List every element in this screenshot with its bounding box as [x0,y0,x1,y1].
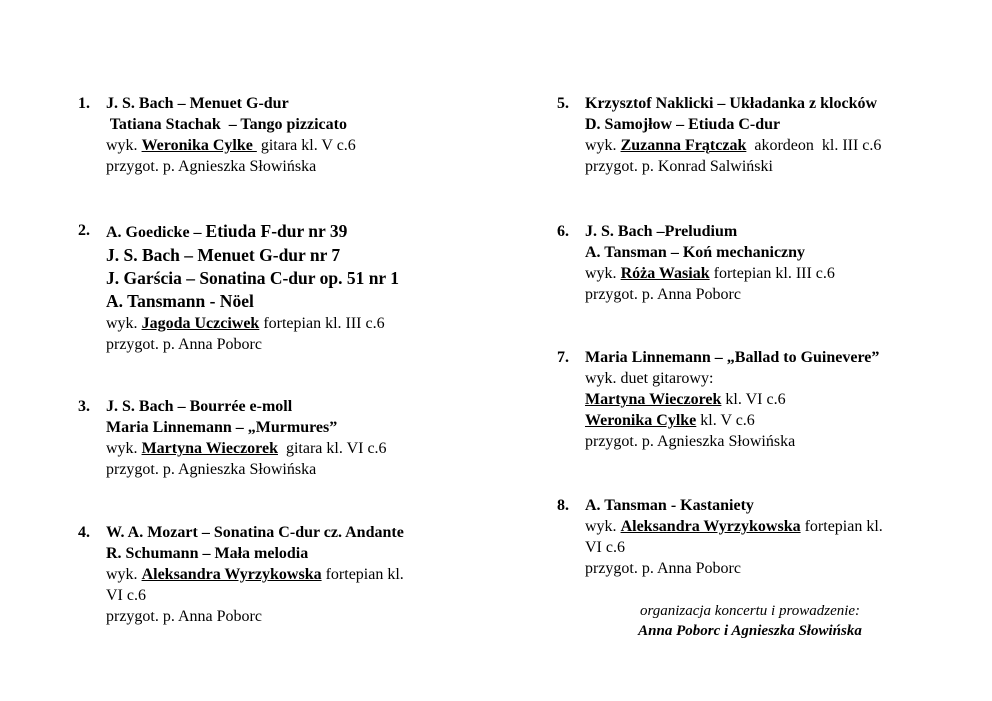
performer-name: Zuzanna Frątczak [620,137,747,154]
performer-name: Martyna Wieczorek [585,391,722,408]
piece-title: R. Schumann – Mała melodia [106,545,309,562]
piece-title: Maria Linnemann – „Murmures” [106,419,338,436]
class-continued: VI c.6 [585,539,625,556]
performer-line [106,135,356,156]
performer-name: Róża Wasiak [620,265,710,282]
performer-name: Weronika Cylke [585,412,697,429]
item-number: 6. [557,223,569,240]
performer-prefix: wyk. [106,440,142,457]
performer-name: Aleksandra Wyrzykowska [620,518,801,535]
duet-member [585,389,879,410]
footer-label: organizacja koncertu i prowadzenie: [639,603,861,619]
piece-title: Krzysztof Naklicki – Układanka z klocków [585,95,878,112]
performer-line [585,263,835,284]
instrument-class: fortepian kl. [800,518,883,535]
performer-prefix: wyk. [585,137,621,154]
performer-line [106,313,399,334]
item-number: 3. [78,398,90,415]
performer-prefix: wyk. [106,137,142,154]
instrument-class: kl. VI c.6 [721,391,786,408]
performer-line [585,516,883,537]
instrument-class: fortepian kl. III c.6 [259,315,385,332]
teacher-line: przygot. p. Konrad Salwiński [585,158,773,175]
item-number: 2. [78,222,90,239]
piece-title: Maria Linnemann – „Ballad to Guinevere” [585,349,880,366]
performer-prefix: wyk. [106,566,142,583]
item-number: 7. [557,349,569,366]
piece-title: Tatiana Stachak – Tango pizzicato [106,116,347,133]
piece-title: A. Tansman - Kastaniety [585,497,754,514]
piece-title: A. Tansman – Koń mechaniczny [585,244,806,261]
instrument-class: akordeon kl. III c.6 [746,137,882,154]
piece-title: A. Tansmann - Nöel [106,291,254,311]
piece-composer: A. Goedicke – [106,224,206,241]
performer-prefix: wyk. [106,315,142,332]
performer-name: Martyna Wieczorek [141,440,278,457]
piece-title: W. A. Mozart – Sonatina C-dur cz. Andante [106,524,404,541]
teacher-line: przygot. p. Anna Poborc [585,560,741,577]
instrument-class: gitara kl. VI c.6 [277,440,387,457]
piece-title: J. S. Bach – Menuet G-dur [106,95,289,112]
piece-title: J. S. Bach – Menuet G-dur nr 7 [106,245,341,265]
teacher-line: przygot. p. Agnieszka Słowińska [106,461,317,478]
class-continued: VI c.6 [106,587,146,604]
piece-title: J. S. Bach – Bourrée e-moll [106,398,293,415]
teacher-line: przygot. p. Anna Poborc [106,608,262,625]
performer-line [106,438,387,459]
footer-names: Anna Poborc i Agnieszka Słowińska [638,623,862,639]
item-number: 5. [557,95,569,112]
instrument-class: kl. V c.6 [696,412,755,429]
performer-name: Aleksandra Wyrzykowska [141,566,322,583]
piece-title: J. S. Bach –Preludium [585,223,738,240]
organizers-footer [600,601,900,641]
piece-title [106,220,399,244]
instrument-class: fortepian kl. III c.6 [709,265,835,282]
teacher-line: przygot. p. Agnieszka Słowińska [106,158,317,175]
instrument-class: fortepian kl. [321,566,404,583]
piece-title: J. Garścia – Sonatina C-dur op. 51 nr 1 [106,268,400,288]
piece-name: Etiuda F-dur nr 39 [205,221,348,241]
performer-line: wyk. duet gitarowy: [585,370,714,387]
item-number: 4. [78,524,90,541]
piece-title: D. Samojłow – Etiuda C-dur [585,116,781,133]
instrument-class: gitara kl. V c.6 [256,137,356,154]
duet-member [585,410,879,431]
performer-prefix: wyk. [585,265,621,282]
item-number: 1. [78,95,90,112]
performer-line [106,564,404,585]
teacher-line: przygot. p. Anna Poborc [585,286,741,303]
teacher-line: przygot. p. Agnieszka Słowińska [585,433,796,450]
performer-name: Jagoda Uczciwek [141,315,260,332]
teacher-line: przygot. p. Anna Poborc [106,336,262,353]
performer-name: Weronika Cylke [141,137,257,154]
item-number: 8. [557,497,569,514]
performer-prefix: wyk. [585,518,621,535]
performer-line [585,135,881,156]
